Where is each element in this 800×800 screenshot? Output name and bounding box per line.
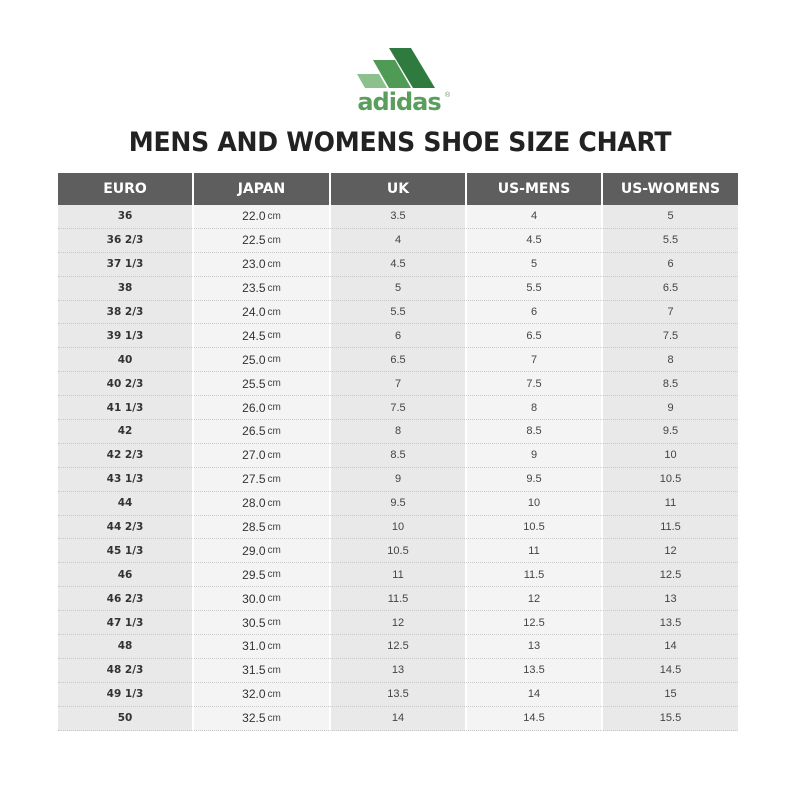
uk-cell: 10.5 xyxy=(329,539,465,563)
euro-cell: 39 1/3 xyxy=(58,324,192,348)
japan-unit: cm xyxy=(267,330,281,342)
japan-value: 31.5 xyxy=(242,663,266,678)
euro-cell: 44 2/3 xyxy=(58,516,192,540)
uk-cell: 11.5 xyxy=(329,587,465,611)
japan-value: 30.0 xyxy=(242,591,266,606)
brand-logo xyxy=(345,44,453,124)
japan-value: 29.0 xyxy=(242,543,266,558)
euro-cell: 42 2/3 xyxy=(58,444,192,468)
table-row xyxy=(58,301,738,325)
japan-unit: cm xyxy=(267,402,281,414)
japan-value: 29.5 xyxy=(242,567,266,582)
japan-unit: cm xyxy=(267,521,281,533)
table-row xyxy=(58,444,738,468)
japan-cell xyxy=(192,444,329,468)
uk-cell: 4.5 xyxy=(329,253,465,277)
us-womens-cell: 10 xyxy=(601,444,738,468)
japan-unit: cm xyxy=(267,617,281,629)
us-womens-cell: 6.5 xyxy=(601,277,738,301)
us-womens-cell: 9 xyxy=(601,396,738,420)
japan-unit: cm xyxy=(267,282,281,294)
uk-cell: 13 xyxy=(329,659,465,683)
header-japan: JAPAN xyxy=(192,173,329,205)
us-womens-cell: 12.5 xyxy=(601,563,738,587)
us-mens-cell: 12 xyxy=(465,587,601,611)
japan-cell xyxy=(192,301,329,325)
us-womens-cell: 11 xyxy=(601,492,738,516)
us-mens-cell: 6 xyxy=(465,301,601,325)
us-womens-cell: 14 xyxy=(601,635,738,659)
brand-wordmark: adidas xyxy=(357,88,441,116)
euro-cell: 46 xyxy=(58,563,192,587)
header-us-womens: US-WOMENS xyxy=(601,173,738,205)
japan-cell xyxy=(192,611,329,635)
uk-cell: 9.5 xyxy=(329,492,465,516)
japan-value: 28.5 xyxy=(242,520,266,535)
registered-mark: ® xyxy=(445,92,451,99)
us-mens-cell: 13 xyxy=(465,635,601,659)
table-row xyxy=(58,611,738,635)
us-mens-cell: 5.5 xyxy=(465,277,601,301)
us-mens-cell: 7.5 xyxy=(465,372,601,396)
euro-cell: 38 xyxy=(58,277,192,301)
three-stripes-icon xyxy=(345,44,453,94)
uk-cell: 7 xyxy=(329,372,465,396)
us-mens-cell: 8 xyxy=(465,396,601,420)
us-womens-cell: 12 xyxy=(601,539,738,563)
uk-cell: 9 xyxy=(329,468,465,492)
japan-value: 32.5 xyxy=(242,711,266,726)
japan-cell xyxy=(192,659,329,683)
table-row xyxy=(58,277,738,301)
japan-value: 31.0 xyxy=(242,639,266,654)
euro-cell: 49 1/3 xyxy=(58,683,192,707)
us-mens-cell: 14.5 xyxy=(465,707,601,731)
euro-cell: 38 2/3 xyxy=(58,301,192,325)
euro-cell: 40 xyxy=(58,348,192,372)
japan-value: 23.5 xyxy=(242,281,266,296)
us-womens-cell: 5.5 xyxy=(601,229,738,253)
us-mens-cell: 10.5 xyxy=(465,516,601,540)
us-mens-cell: 8.5 xyxy=(465,420,601,444)
euro-cell: 48 2/3 xyxy=(58,659,192,683)
euro-cell: 37 1/3 xyxy=(58,253,192,277)
uk-cell: 4 xyxy=(329,229,465,253)
japan-cell xyxy=(192,587,329,611)
us-womens-cell: 10.5 xyxy=(601,468,738,492)
table-row xyxy=(58,516,738,540)
table-row xyxy=(58,420,738,444)
japan-cell xyxy=(192,205,329,229)
uk-cell: 8 xyxy=(329,420,465,444)
uk-cell: 14 xyxy=(329,707,465,731)
uk-cell: 12.5 xyxy=(329,635,465,659)
japan-value: 23.0 xyxy=(242,257,266,272)
uk-cell: 12 xyxy=(329,611,465,635)
japan-value: 27.5 xyxy=(242,472,266,487)
euro-cell: 45 1/3 xyxy=(58,539,192,563)
us-womens-cell: 13.5 xyxy=(601,611,738,635)
euro-cell: 43 1/3 xyxy=(58,468,192,492)
uk-cell: 5 xyxy=(329,277,465,301)
us-mens-cell: 13.5 xyxy=(465,659,601,683)
size-chart-table xyxy=(58,173,738,731)
euro-cell: 44 xyxy=(58,492,192,516)
japan-cell xyxy=(192,683,329,707)
japan-value: 27.0 xyxy=(242,448,266,463)
us-womens-cell: 6 xyxy=(601,253,738,277)
us-mens-cell: 10 xyxy=(465,492,601,516)
us-womens-cell: 9.5 xyxy=(601,420,738,444)
us-mens-cell: 9.5 xyxy=(465,468,601,492)
japan-cell xyxy=(192,324,329,348)
japan-cell xyxy=(192,539,329,563)
table-row xyxy=(58,492,738,516)
japan-value: 22.0 xyxy=(242,209,266,224)
japan-cell xyxy=(192,707,329,731)
us-mens-cell: 4 xyxy=(465,205,601,229)
table-row xyxy=(58,348,738,372)
japan-cell xyxy=(192,253,329,277)
japan-cell xyxy=(192,348,329,372)
us-mens-cell: 7 xyxy=(465,348,601,372)
us-womens-cell: 8 xyxy=(601,348,738,372)
euro-cell: 36 xyxy=(58,205,192,229)
page-title: MENS AND WOMENS SHOE SIZE CHART xyxy=(128,127,672,158)
table-row xyxy=(58,396,738,420)
us-womens-cell: 7 xyxy=(601,301,738,325)
japan-value: 25.0 xyxy=(242,352,266,367)
japan-unit: cm xyxy=(267,306,281,318)
japan-cell xyxy=(192,468,329,492)
japan-cell xyxy=(192,635,329,659)
japan-unit: cm xyxy=(267,449,281,461)
header-uk: UK xyxy=(329,173,465,205)
euro-cell: 40 2/3 xyxy=(58,372,192,396)
table-header-row xyxy=(58,173,738,205)
japan-unit: cm xyxy=(267,569,281,581)
japan-unit: cm xyxy=(267,210,281,222)
euro-cell: 47 1/3 xyxy=(58,611,192,635)
japan-unit: cm xyxy=(267,640,281,652)
table-row xyxy=(58,635,738,659)
table-row xyxy=(58,707,738,731)
japan-cell xyxy=(192,420,329,444)
table-row xyxy=(58,539,738,563)
euro-cell: 50 xyxy=(58,707,192,731)
japan-value: 22.5 xyxy=(242,233,266,248)
japan-value: 28.0 xyxy=(242,496,266,511)
uk-cell: 6 xyxy=(329,324,465,348)
table-body xyxy=(58,205,738,731)
us-mens-cell: 6.5 xyxy=(465,324,601,348)
table-row xyxy=(58,587,738,611)
euro-cell: 48 xyxy=(58,635,192,659)
japan-value: 24.5 xyxy=(242,328,266,343)
japan-unit: cm xyxy=(267,545,281,557)
japan-unit: cm xyxy=(267,234,281,246)
euro-cell: 46 2/3 xyxy=(58,587,192,611)
table-row xyxy=(58,205,738,229)
us-mens-cell: 12.5 xyxy=(465,611,601,635)
uk-cell: 7.5 xyxy=(329,396,465,420)
euro-cell: 36 2/3 xyxy=(58,229,192,253)
table-row xyxy=(58,659,738,683)
header-euro: EURO xyxy=(103,181,147,197)
us-mens-cell: 4.5 xyxy=(465,229,601,253)
japan-value: 24.0 xyxy=(242,305,266,319)
uk-cell: 13.5 xyxy=(329,683,465,707)
us-womens-cell: 15 xyxy=(601,683,738,707)
us-mens-cell: 14 xyxy=(465,683,601,707)
japan-cell xyxy=(192,372,329,396)
japan-value: 26.5 xyxy=(242,424,266,439)
euro-cell: 42 xyxy=(58,420,192,444)
us-womens-cell: 11.5 xyxy=(601,516,738,540)
us-mens-cell: 9 xyxy=(465,444,601,468)
japan-cell xyxy=(192,492,329,516)
japan-unit: cm xyxy=(267,688,281,700)
japan-cell xyxy=(192,516,329,540)
us-mens-cell: 11 xyxy=(465,539,601,563)
table-row xyxy=(58,683,738,707)
uk-cell: 10 xyxy=(329,516,465,540)
us-womens-cell: 8.5 xyxy=(601,372,738,396)
table-row xyxy=(58,229,738,253)
table-row xyxy=(58,253,738,277)
japan-value: 32.0 xyxy=(242,687,266,702)
japan-value: 26.0 xyxy=(242,400,266,415)
uk-cell: 8.5 xyxy=(329,444,465,468)
japan-cell xyxy=(192,277,329,301)
uk-cell: 11 xyxy=(329,563,465,587)
japan-unit: cm xyxy=(267,593,281,605)
japan-unit: cm xyxy=(267,712,281,724)
us-mens-cell: 11.5 xyxy=(465,563,601,587)
table-row xyxy=(58,563,738,587)
table-row xyxy=(58,372,738,396)
us-womens-cell: 14.5 xyxy=(601,659,738,683)
japan-unit: cm xyxy=(267,664,281,676)
japan-unit: cm xyxy=(267,378,281,390)
uk-cell: 6.5 xyxy=(329,348,465,372)
table-row xyxy=(58,324,738,348)
uk-cell: 5.5 xyxy=(329,301,465,325)
japan-cell xyxy=(192,396,329,420)
us-mens-cell: 5 xyxy=(465,253,601,277)
euro-cell: 41 1/3 xyxy=(58,396,192,420)
japan-unit: cm xyxy=(267,497,281,509)
us-womens-cell: 5 xyxy=(601,205,738,229)
japan-value: 25.5 xyxy=(242,376,266,391)
japan-cell xyxy=(192,229,329,253)
table-row xyxy=(58,468,738,492)
japan-unit: cm xyxy=(267,425,281,437)
japan-unit: cm xyxy=(267,258,281,270)
japan-unit: cm xyxy=(267,473,281,485)
us-womens-cell: 13 xyxy=(601,587,738,611)
uk-cell: 3.5 xyxy=(329,205,465,229)
header-us-mens: US-MENS xyxy=(465,173,601,205)
japan-cell xyxy=(192,563,329,587)
us-womens-cell: 7.5 xyxy=(601,324,738,348)
japan-value: 30.5 xyxy=(242,615,266,630)
japan-unit: cm xyxy=(267,354,281,366)
us-womens-cell: 15.5 xyxy=(601,707,738,731)
